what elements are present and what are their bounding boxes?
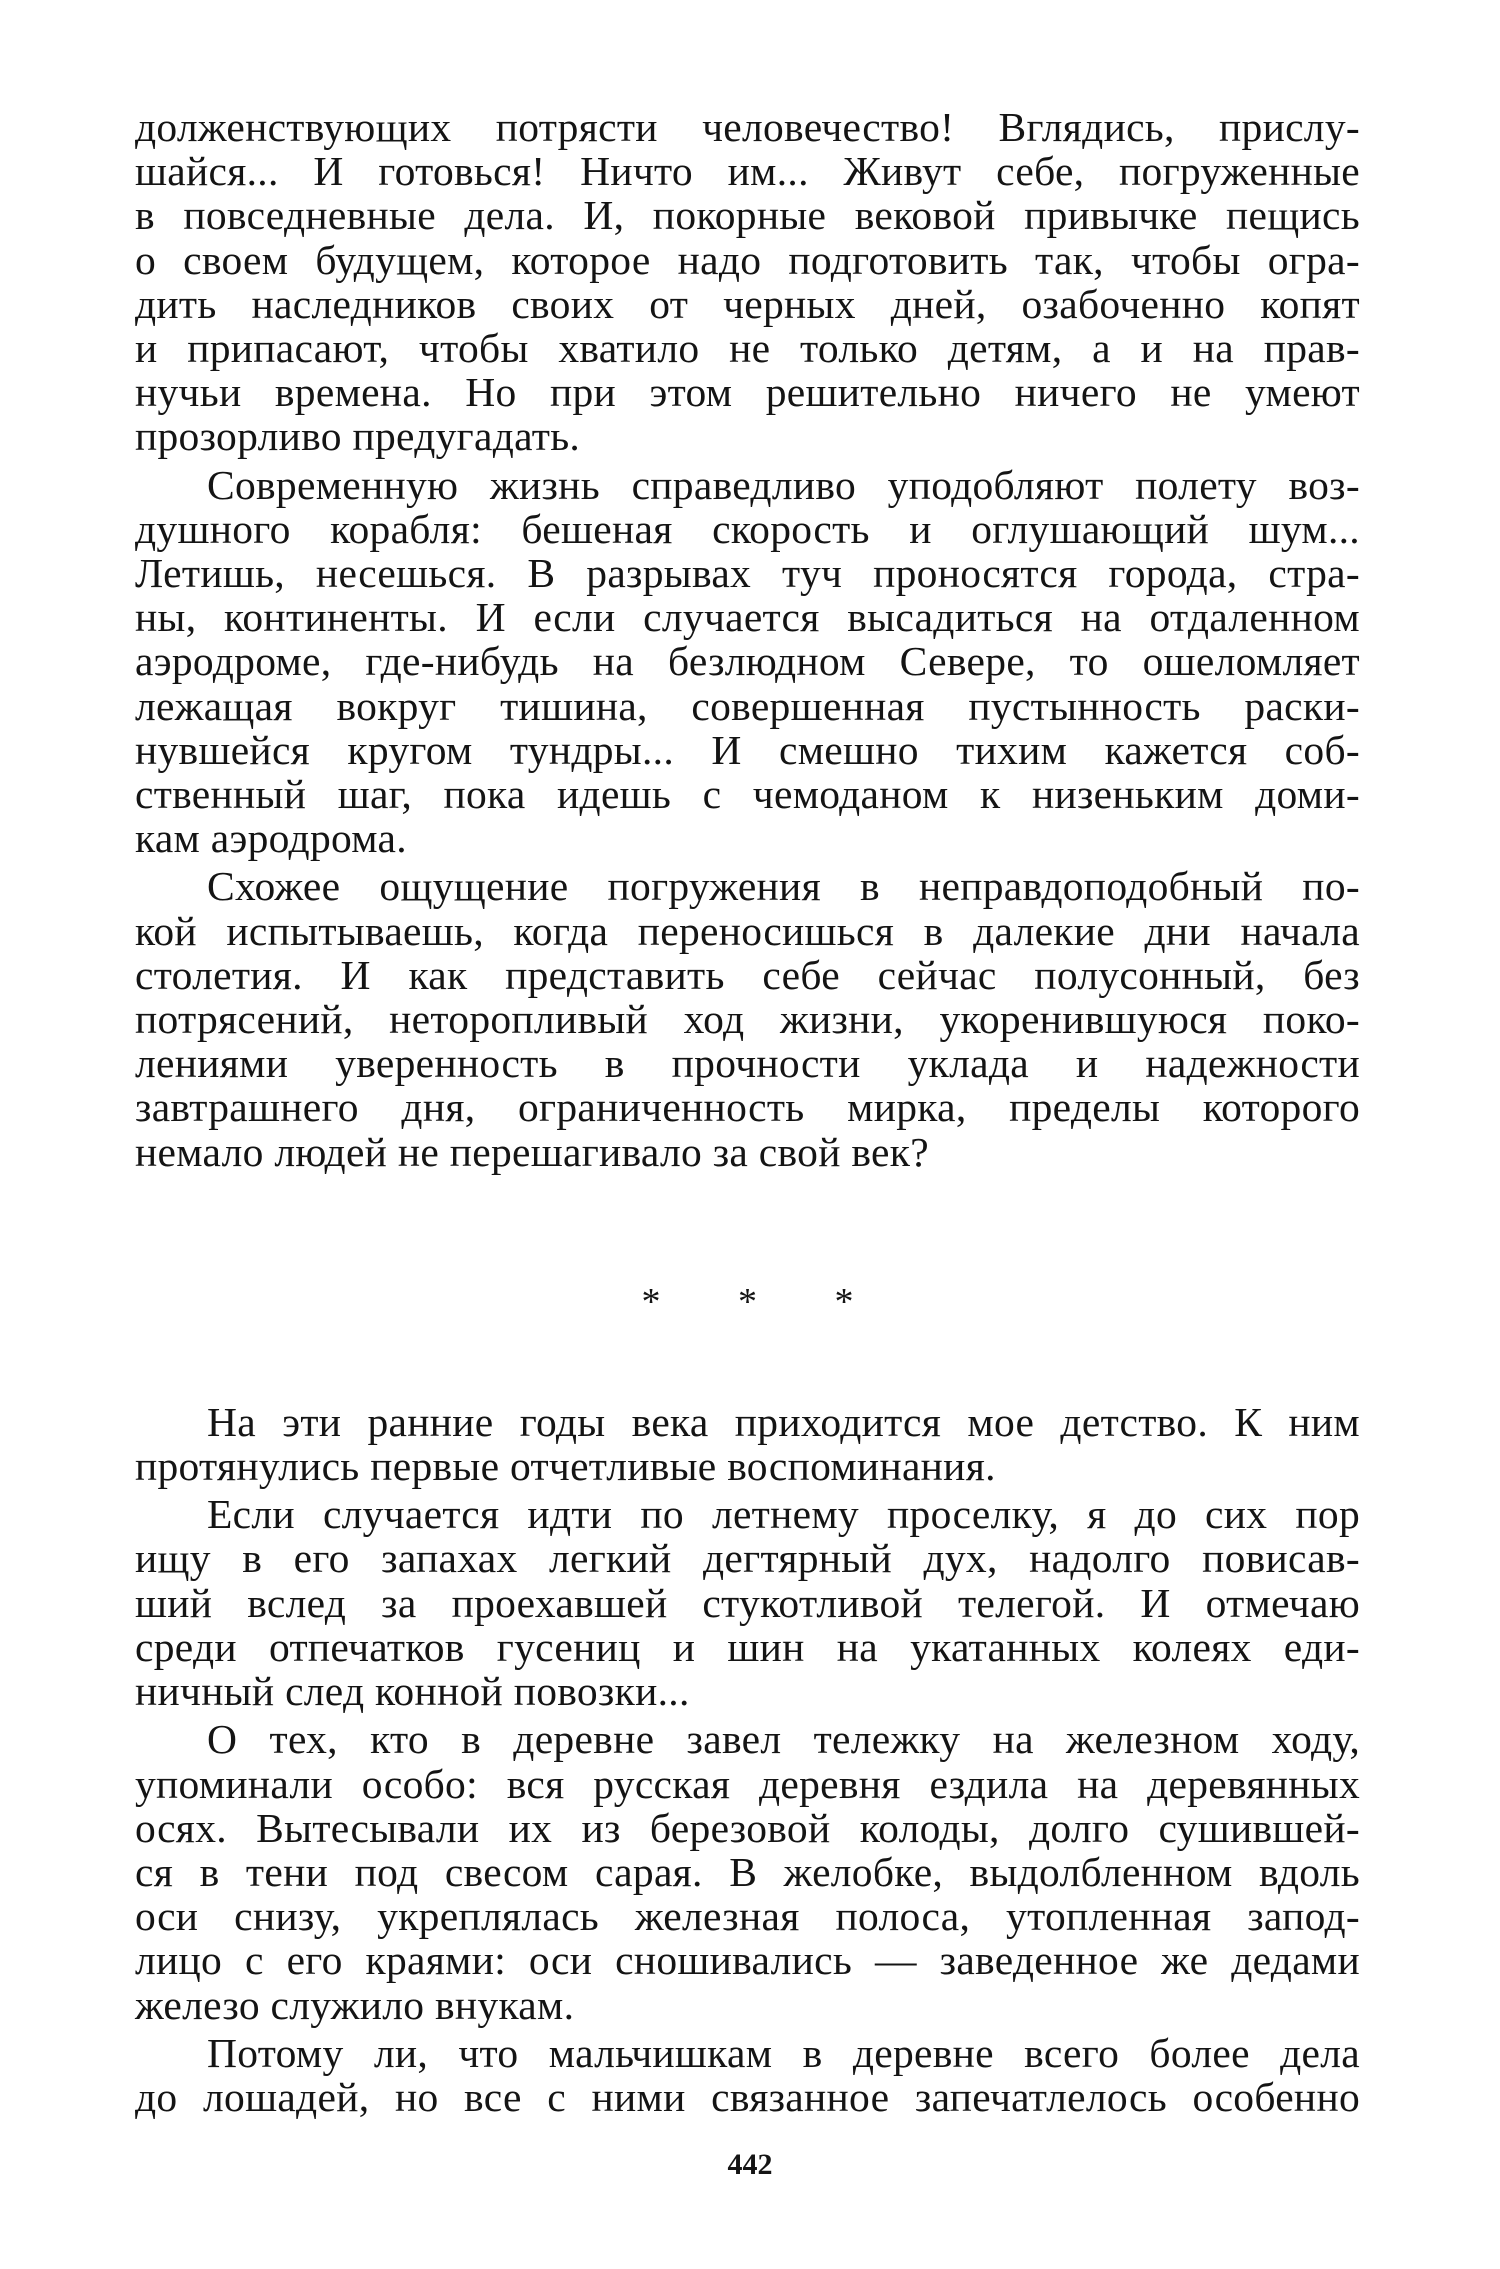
text-line: О тех, кто в деревне завел тележку на железном ходу, [207,1716,1360,1763]
text-line: ны, континенты. И если случается высадиться на отдаленном [135,594,1360,641]
text-line: до лошадей, но все с ними связанное запечатлелось особенно [135,2073,1360,2120]
text-line: Летишь, несешься. В разрывах туч проносятся города, стра- [135,550,1360,597]
paragraph [135,1717,1360,2026]
paragraph [135,463,1360,861]
section-separator: * * * [641,1280,888,1323]
text-line: Если случается идти по летнему проселку, я до сих пор [207,1491,1360,1538]
top-text-section [135,105,1360,1174]
text-line: осях. Вытесывали их из березовой колоды, долго сушившей- [135,1804,1360,1851]
text-line: аэродроме, где-нибудь на безлюдном Севере, то ошеломляет [135,638,1360,685]
text-line: ищу в его запахах легкий дегтярный дух, надолго повисав- [135,1535,1360,1582]
text-line: нучьи времена. Но при этом решительно ничего не умеют [135,369,1360,416]
text-line: оси снизу, укреплялась железная полоса, утопленная запод- [135,1893,1360,1940]
text-line: душного корабля: бешеная скорость и оглушающий шум... [135,505,1360,552]
text-line: потрясений, неторопливый ход жизни, укоренившуюся поко- [135,996,1360,1043]
text-line: в повседневные дела. И, покорные вековой привычке пещись [135,192,1360,239]
text-line: ственный шаг, пока идешь с чемоданом к низеньким доми- [135,771,1360,818]
text-line: нувшейся кругом тундры... И смешно тихим кажется соб- [135,726,1360,773]
text-line: лицо с его краями: оси сношивались — заведенное же дедами [135,1937,1360,1984]
bottom-text-section [135,1400,1360,2119]
text-line: о своем будущем, которое надо подготовить так, чтобы огра- [135,236,1360,283]
text-line: ший вслед за проехавшей стукотливой телегой. И отмечаю [135,1579,1360,1626]
text-line: лежащая вокруг тишина, совершенная пустынность раски- [135,682,1360,729]
text-line: столетия. И как представить себе сейчас полусонный, без [135,951,1360,998]
text-line: завтрашнего дня, ограниченность мирка, пределы которого [135,1084,1360,1131]
paragraph [135,1492,1360,1713]
text-line: дить наследников своих от черных дней, озабоченно копят [135,280,1360,327]
text-line: среди отпечатков гусениц и шин на укатанных колеях еди- [135,1623,1360,1670]
text-line: кой испытываешь, когда переносишься в далекие дни начала [135,907,1360,954]
text-line: упоминали особо: вся русская деревня ездила на деревянных [135,1760,1360,1807]
text-line: Современную жизнь справедливо уподобляют полету воз- [207,461,1360,508]
text-line: кам аэродрома. [135,815,407,862]
text-line: долженствующих потрясти человечество! Вглядись, прислу- [135,104,1360,150]
text-line: ся в тени под свесом сарая. В желобке, выдолбленном вдоль [135,1848,1360,1895]
paragraph [135,105,1360,459]
paragraph [135,1400,1360,1488]
text-line: протянулись первые отчетливые воспоминания. [135,1443,996,1490]
text-line: ничный след конной повозки... [135,1668,690,1715]
text-line: прозорливо предугадать. [135,413,581,460]
text-line: и припасают, чтобы хватило не только детям, а и на прав- [135,325,1360,372]
text-line: На эти ранние годы века приходится мое детство. К ним [207,1398,1360,1445]
book-page [135,105,1360,2123]
text-line: Потому ли, что мальчишкам в деревне всего более дела [207,2029,1360,2076]
text-line: немало людей не перешагивало за свой век? [135,1128,929,1175]
text-line: лениями уверенность в прочности уклада и надежности [135,1040,1360,1087]
page-number: 442 [727,2148,773,2181]
paragraph [135,2031,1360,2119]
text-line: шайся... И готовься! Ничто им... Живут себе, погруженные [135,148,1360,195]
text-line: Схожее ощущение погружения в неправдоподобный по- [207,863,1360,910]
text-line: железо служило внукам. [135,1981,575,2028]
paragraph [135,864,1360,1173]
